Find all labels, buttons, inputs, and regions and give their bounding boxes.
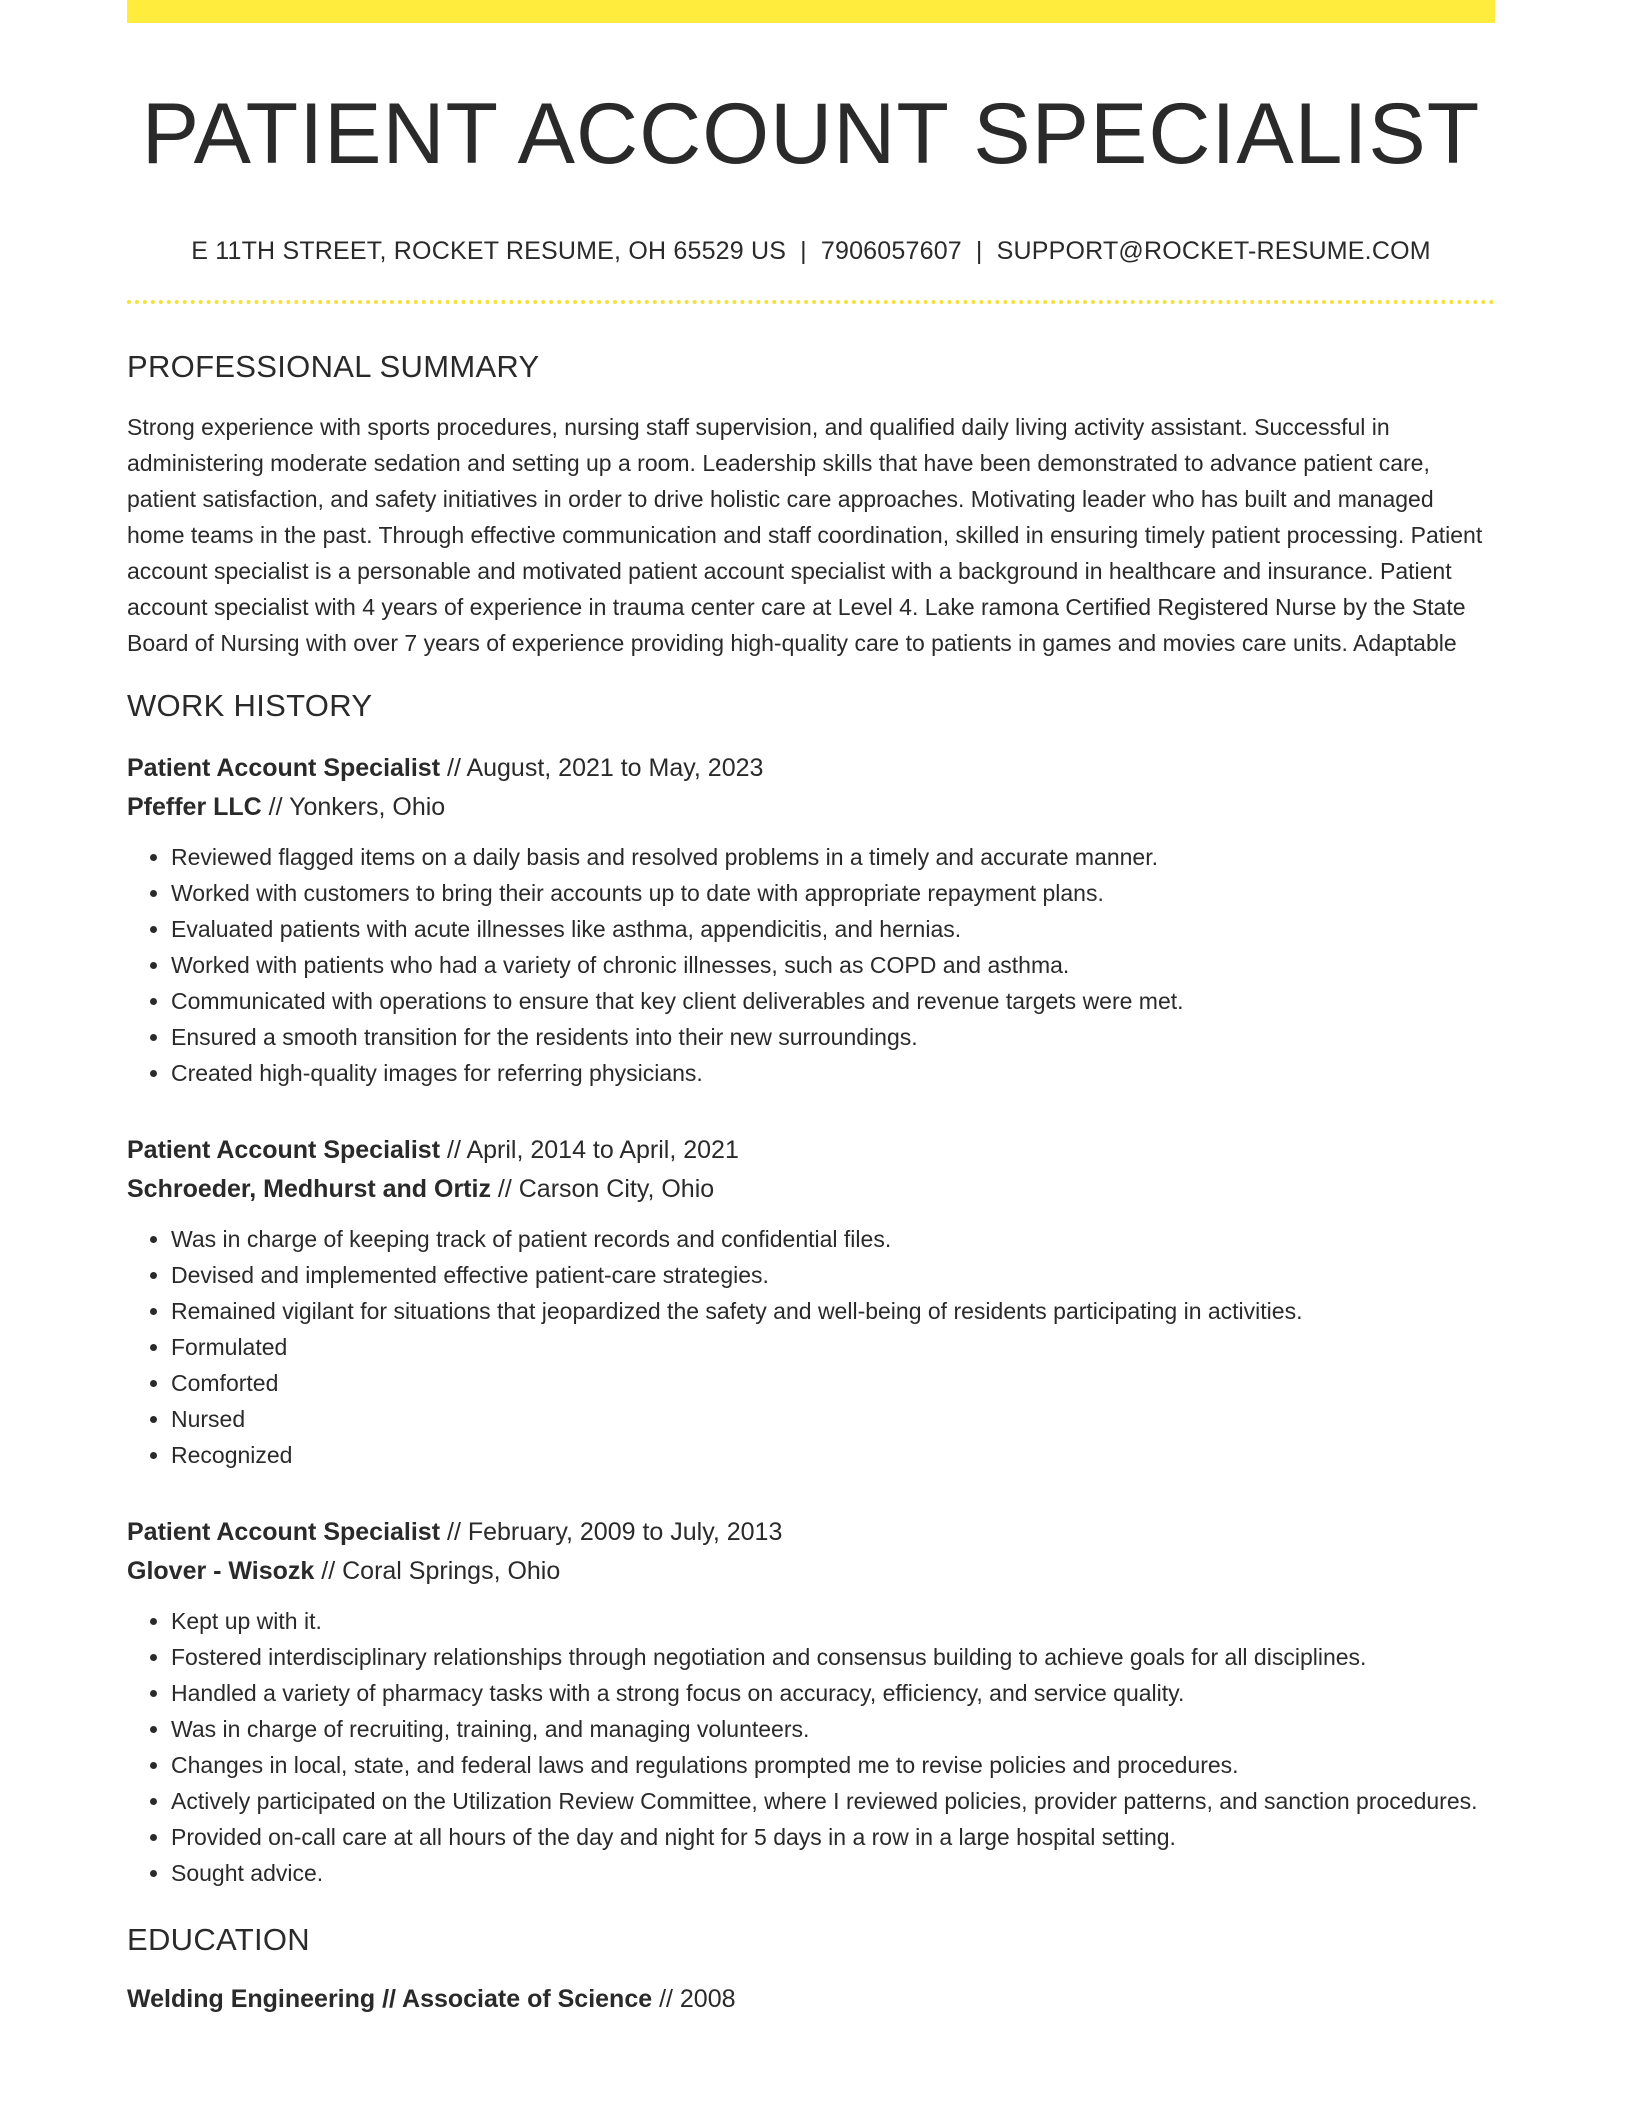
bullet-item: • Reviewed flagged items on a daily basis and resolved problems in a timely and accurate manner.: [171, 839, 1495, 875]
summary-paragraph: Strong experience with sports procedures, nursing staff supervision, and qualified daily living activity assistant. Successful in administering moderate sedation and setting up a room. Leadership skills that have been demonstrated to advance patient care, patient satisfaction, and safety initiatives in order to drive holistic care approaches. Motivating leader who has built and managed home teams in the past. Through effective communication and staff coordination, skilled in ensuring timely patient processing. Patient account specialist is a personable and motivated patient account specialist with a background in healthcare and insurance. Patient account specialist with 4 years of experience in trauma center care at Level 4. Lake ramona Certified Registered Nurse by the State Board of Nursing with over 7 years of experience providing high-quality care to patients in games and movies care units. Adaptable: [127, 414, 1483, 657]
job-company: Glover - Wisozk: [127, 1556, 315, 1585]
bullet-item: • Recognized: [171, 1437, 1495, 1473]
section-title-education: EDUCATION: [127, 1921, 310, 1957]
top-accent-bar: [127, 0, 1495, 23]
job-location: // Carson City, Ohio: [490, 1174, 715, 1203]
job-bullets: [127, 839, 1495, 1091]
job-entry: [127, 1513, 1495, 1891]
bullet-item: • Worked with patients who had a variety of chronic illnesses, such as COPD and asthma.: [171, 947, 1495, 983]
section-title-summary: PROFESSIONAL SUMMARY: [127, 349, 540, 385]
job-dates: // August, 2021 to May, 2023: [440, 753, 764, 782]
separator: |: [975, 237, 983, 266]
job-location: // Yonkers, Ohio: [261, 792, 446, 821]
bullet-item: • Worked with customers to bring their accounts up to date with appropriate repayment plans.: [171, 875, 1495, 911]
bullet-item: • Actively participated on the Utilization Review Committee, where I reviewed policies, provider patterns, and sanction procedures.: [171, 1783, 1495, 1819]
job-entry: [127, 749, 1495, 1091]
job-role-line: [127, 749, 1495, 788]
bullet-item: • Formulated: [171, 1329, 1495, 1365]
bullet-item: • Created high-quality images for referring physicians.: [171, 1055, 1495, 1091]
education-year: // 2008: [652, 1984, 736, 2013]
job-bullets: [127, 1221, 1495, 1473]
bullet-item: • Was in charge of recruiting, training, and managing volunteers.: [171, 1711, 1495, 1747]
bullet-item: • Changes in local, state, and federal laws and regulations prompted me to revise policies and procedures.: [171, 1747, 1495, 1783]
bullet-item: • Was in charge of keeping track of patient records and confidential files.: [171, 1221, 1495, 1257]
section-title-work-history: WORK HISTORY: [127, 688, 373, 724]
job-role: Patient Account Specialist: [127, 753, 441, 782]
bullet-item: • Communicated with operations to ensure that key client deliverables and revenue targets were met.: [171, 983, 1495, 1019]
bullet-item: • Evaluated patients with acute illnesses like asthma, appendicitis, and hernias.: [171, 911, 1495, 947]
bullet-item: • Ensured a smooth transition for the residents into their new surroundings.: [171, 1019, 1495, 1055]
job-company-line: [127, 788, 1495, 827]
contact-line: [127, 236, 1495, 266]
separator: |: [800, 237, 807, 266]
bullet-item: • Remained vigilant for situations that jeopardized the safety and well-being of residents participating in activities.: [171, 1293, 1495, 1329]
job-dates: // February, 2009 to July, 2013: [440, 1517, 783, 1546]
job-dates: // April, 2014 to April, 2021: [440, 1135, 739, 1164]
bullet-item: • Kept up with it.: [171, 1603, 1495, 1639]
bullet-item: • Nursed: [171, 1401, 1495, 1437]
bullet-item: • Comforted: [171, 1365, 1495, 1401]
job-location: // Coral Springs, Ohio: [314, 1556, 561, 1585]
bullet-item: • Fostered interdisciplinary relationships through negotiation and consensus building to achieve goals for all disciplines.: [171, 1639, 1495, 1675]
bullet-item: • Handled a variety of pharmacy tasks with a strong focus on accuracy, efficiency, and service quality.: [171, 1675, 1495, 1711]
bullet-item: • Provided on-call care at all hours of the day and night for 5 days in a row in a large hospital setting.: [171, 1819, 1495, 1855]
resume-title: PATIENT ACCOUNT SPECIALIST: [141, 86, 1481, 182]
job-role: Patient Account Specialist: [127, 1517, 441, 1546]
education-degree: Welding Engineering // Associate of Science: [127, 1984, 653, 2013]
dotted-divider: [127, 300, 1495, 304]
job-bullets: [127, 1603, 1495, 1891]
bullet-item: • Devised and implemented effective patient-care strategies.: [171, 1257, 1495, 1293]
job-company-line: [127, 1170, 1495, 1209]
email: SUPPORT@ROCKET-RESUME.COM: [996, 237, 1431, 266]
phone: 7906057607: [820, 237, 962, 266]
resume-page: [127, 0, 1495, 2019]
job-company-line: [127, 1552, 1495, 1591]
address: E 11TH STREET, ROCKET RESUME, OH 65529 US: [191, 237, 787, 266]
job-company: Pfeffer LLC: [127, 792, 262, 821]
job-entry: [127, 1131, 1495, 1473]
job-company: Schroeder, Medhurst and Ortiz: [127, 1174, 491, 1203]
job-role: Patient Account Specialist: [127, 1135, 441, 1164]
job-role-line: [127, 1513, 1495, 1552]
job-role-line: [127, 1131, 1495, 1170]
education-entry: [127, 1980, 1495, 2019]
bullet-item: • Sought advice.: [171, 1855, 1495, 1891]
